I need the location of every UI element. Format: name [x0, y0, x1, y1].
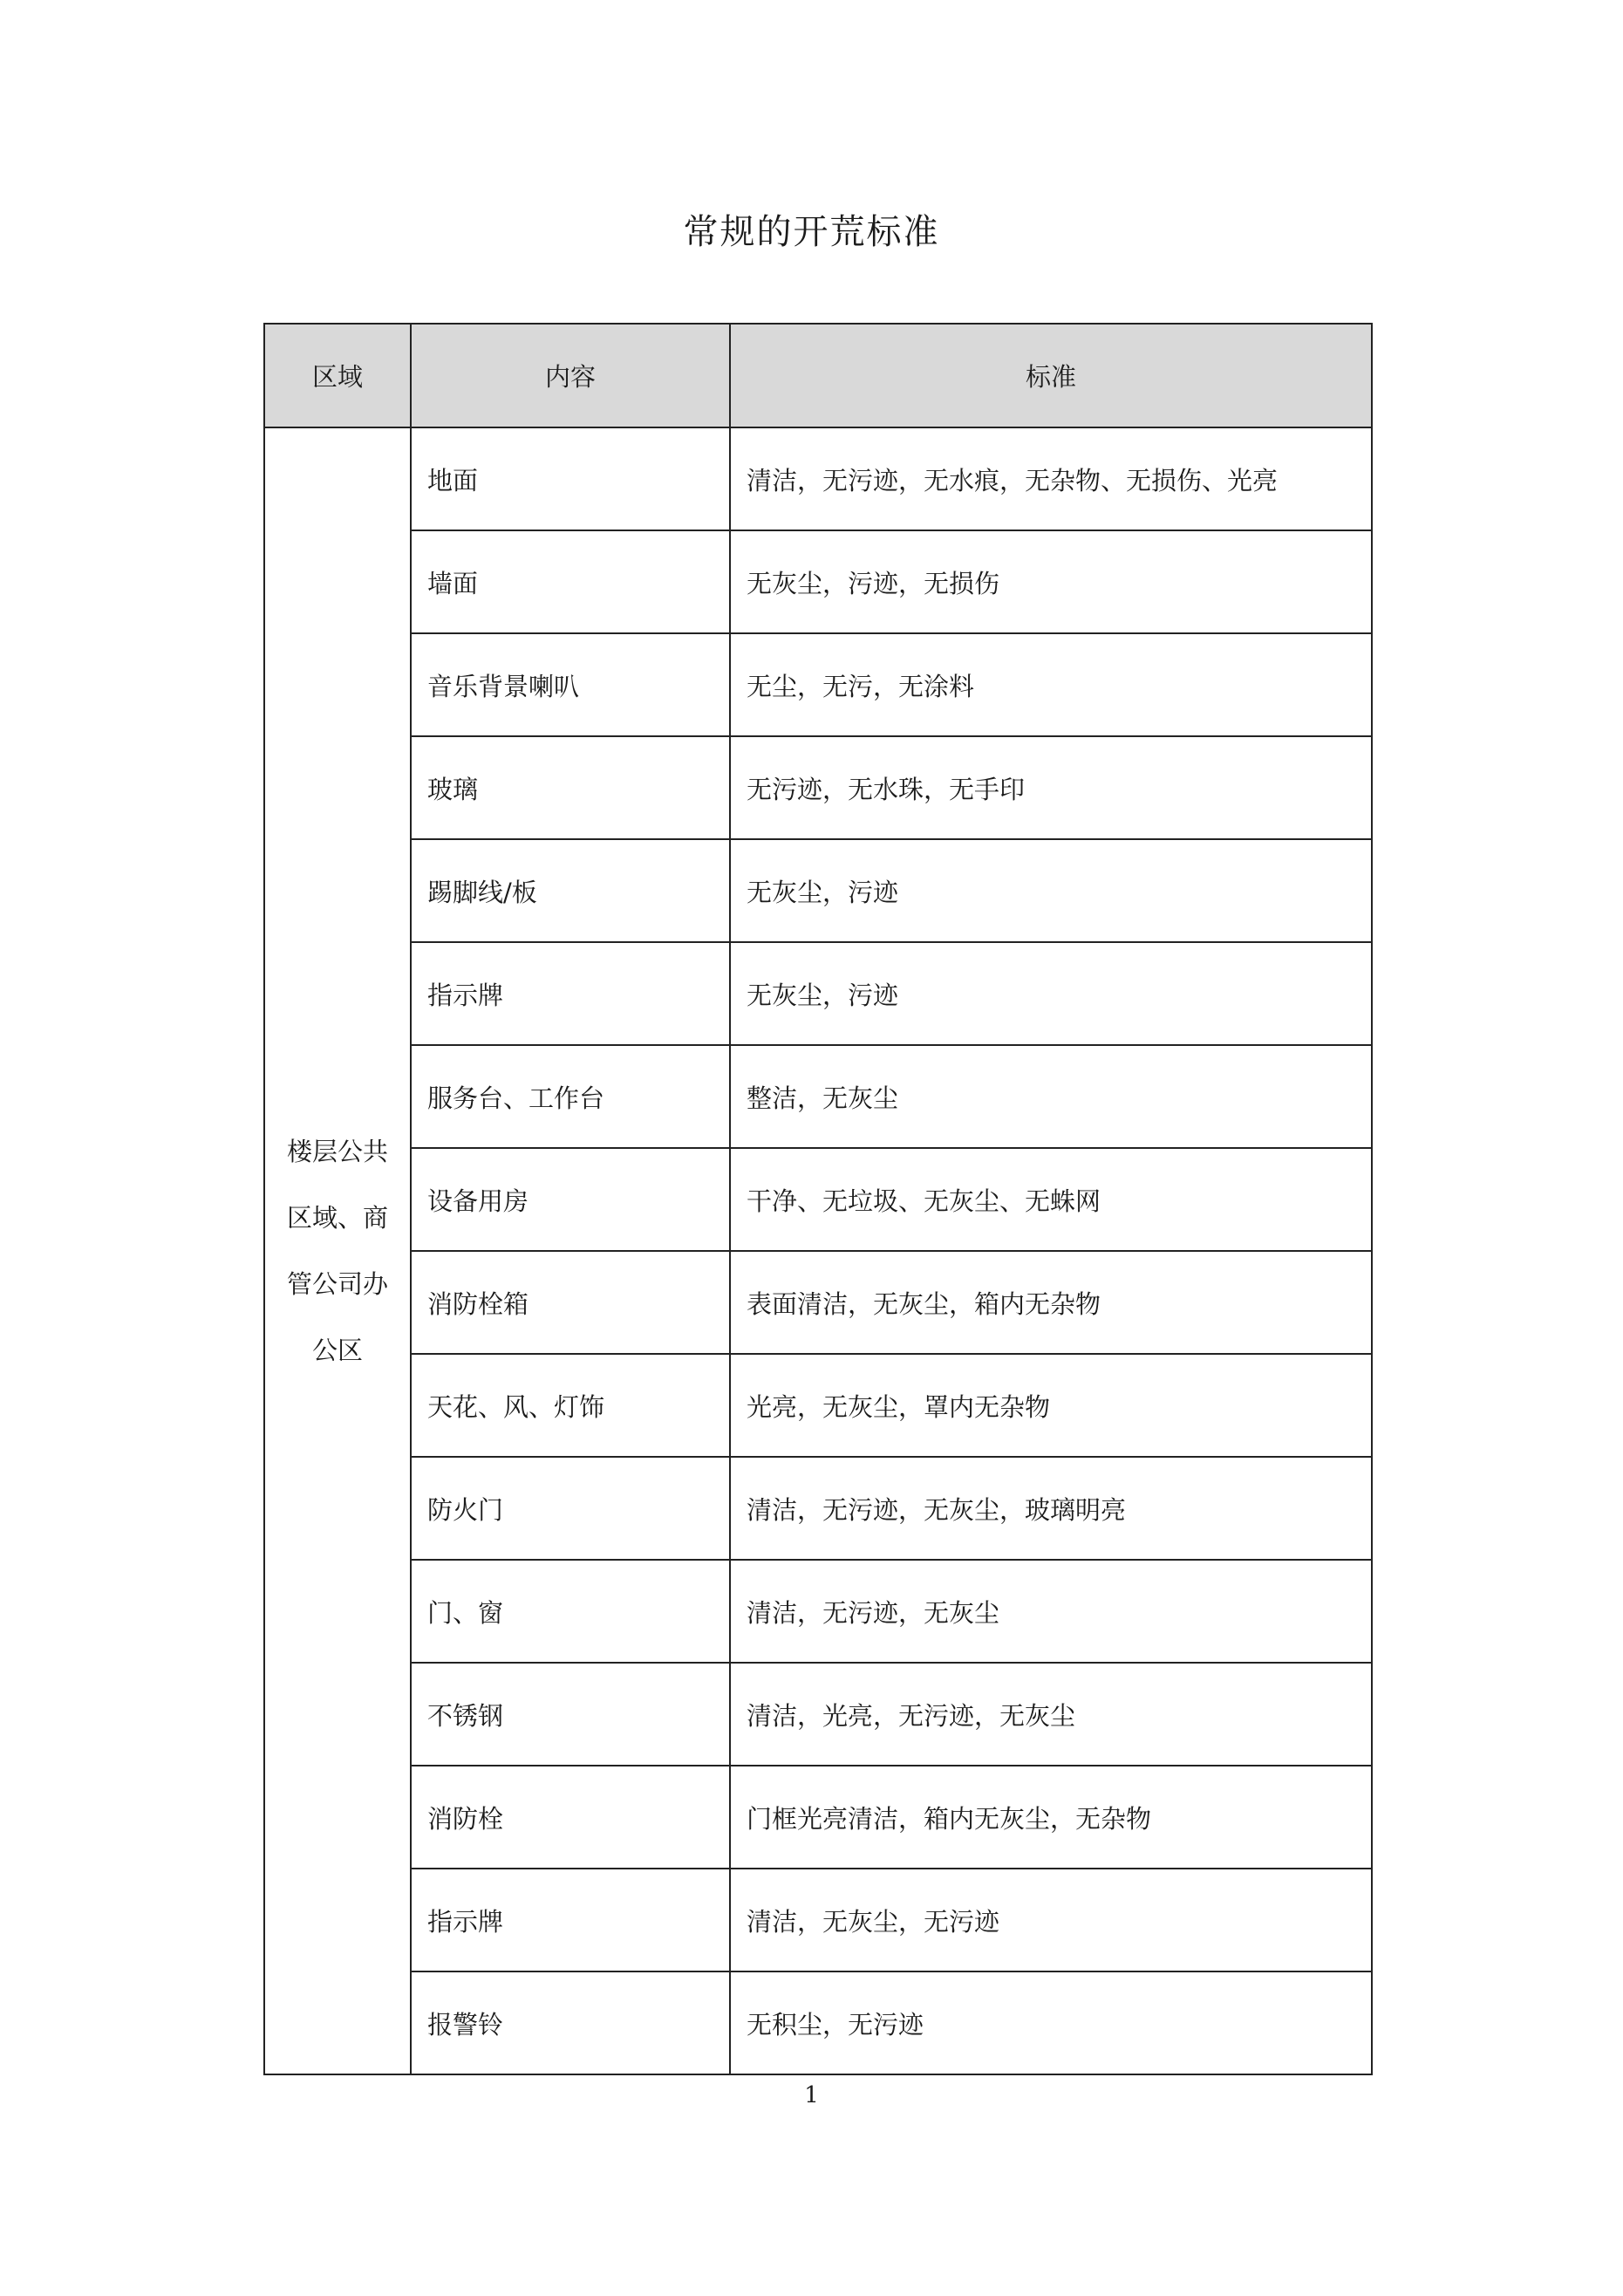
item-cell: 消防栓箱: [411, 1251, 730, 1354]
item-cell: 指示牌: [411, 942, 730, 1045]
table-row: [264, 1560, 1372, 1663]
item-cell: 消防栓: [411, 1766, 730, 1869]
area-cell: [264, 427, 411, 2074]
table-row: [264, 633, 1372, 736]
table-row: [264, 1045, 1372, 1148]
standard-cell: 表面清洁，无灰尘，箱内无杂物: [730, 1251, 1372, 1354]
item-cell: 地面: [411, 427, 730, 530]
standard-cell: 无灰尘，污迹: [730, 942, 1372, 1045]
header-area: 区域: [264, 324, 411, 427]
area-line: 区域、商: [286, 1203, 388, 1233]
header-standard: 标准: [730, 324, 1372, 427]
standard-cell: 清洁，无污迹，无水痕，无杂物、无损伤、光亮: [730, 427, 1372, 530]
standard-cell: 清洁，无污迹，无灰尘，玻璃明亮: [730, 1457, 1372, 1560]
standard-cell: 无灰尘，污迹，无损伤: [730, 530, 1372, 633]
item-cell: 报警铃: [411, 1971, 730, 2074]
item-cell: 音乐背景喇叭: [411, 633, 730, 736]
table-row: [264, 1971, 1372, 2074]
item-cell: 墙面: [411, 530, 730, 633]
table-row: [264, 736, 1372, 839]
standard-cell: 清洁，无灰尘，无污迹: [730, 1869, 1372, 1971]
standard-cell: 光亮，无灰尘，罩内无杂物: [730, 1354, 1372, 1457]
table-row: [264, 942, 1372, 1045]
standard-cell: 无灰尘，污迹: [730, 839, 1372, 942]
item-cell: 不锈钢: [411, 1663, 730, 1766]
header-item: 内容: [411, 324, 730, 427]
area-line: 管公司办: [286, 1269, 388, 1299]
item-cell: 门、窗: [411, 1560, 730, 1663]
item-cell: 天花、风、灯饰: [411, 1354, 730, 1457]
table-body: [264, 427, 1372, 2074]
standard-cell: 整洁，无灰尘: [730, 1045, 1372, 1148]
standard-cell: 无积尘，无污迹: [730, 1971, 1372, 2074]
standard-cell: 无污迹，无水珠，无手印: [730, 736, 1372, 839]
standard-cell: 清洁，无污迹，无灰尘: [730, 1560, 1372, 1663]
table-row: [264, 1869, 1372, 1971]
table-row: [264, 1354, 1372, 1457]
page-number: 1: [804, 2082, 819, 2108]
page-title: 常规的开荒标准: [683, 212, 940, 252]
table-header-row: [264, 324, 1372, 427]
item-cell: 玻璃: [411, 736, 730, 839]
area-line: 公区: [311, 1336, 363, 1365]
item-cell: 指示牌: [411, 1869, 730, 1971]
table-row: [264, 1251, 1372, 1354]
item-cell: 防火门: [411, 1457, 730, 1560]
standard-cell: 干净、无垃圾、无灰尘、无蛛网: [730, 1148, 1372, 1251]
table-row: [264, 1148, 1372, 1251]
standard-cell: 门框光亮清洁，箱内无灰尘，无杂物: [730, 1766, 1372, 1869]
area-line: 楼层公共: [286, 1137, 388, 1166]
item-cell: 设备用房: [411, 1148, 730, 1251]
standard-cell: 清洁，光亮，无污迹，无灰尘: [730, 1663, 1372, 1766]
table-row: [264, 839, 1372, 942]
table-row: [264, 1663, 1372, 1766]
standards-table: [263, 323, 1373, 2075]
standard-cell: 无尘，无污，无涂料: [730, 633, 1372, 736]
item-cell: 服务台、工作台: [411, 1045, 730, 1148]
table-row: [264, 530, 1372, 633]
table-row: [264, 427, 1372, 530]
item-cell: 踢脚线/板: [411, 839, 730, 942]
table-row: [264, 1457, 1372, 1560]
table-row: [264, 1766, 1372, 1869]
